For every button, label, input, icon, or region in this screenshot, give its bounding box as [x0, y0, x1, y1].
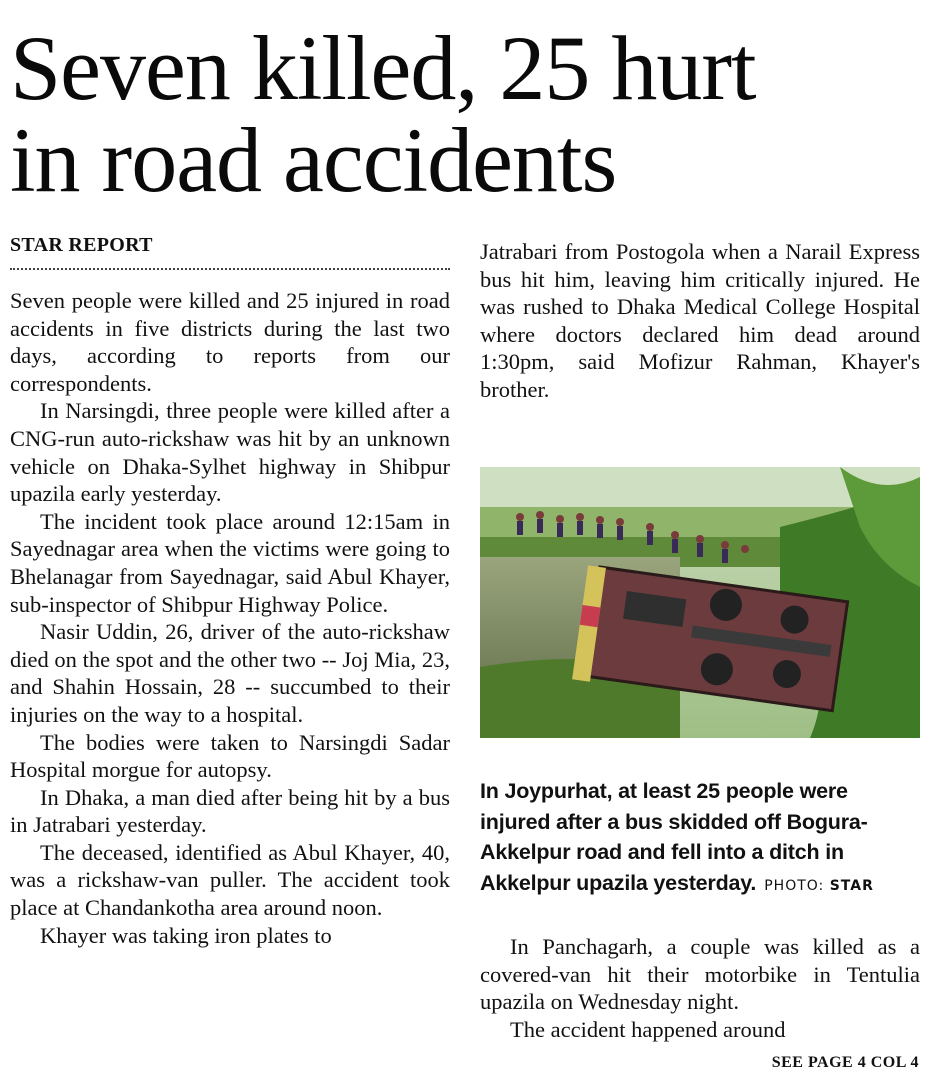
- paragraph: Jatrabari from Postogola when a Narail Express bus hit him, leaving him critically injured. He was rushed to Dhaka Medical College Hospital where doctors declared him dead around 1:30pm, said Mofizur Rahman, Khayer's brother.: [480, 239, 920, 402]
- paragraph: In Narsingdi, three people were killed after a CNG-run auto-rickshaw was hit by an unknown vehicle on Dhaka-Sylhet highway in Shibpur upazila early yesterday.: [10, 398, 450, 507]
- article-column-right-bottom: [480, 933, 920, 1043]
- paragraph: In Panchagarh, a couple was killed as a covered-van hit their motorbike in Tentulia upazila on Wednesday night.: [480, 934, 920, 1015]
- headline: [10, 17, 920, 211]
- paragraph: Nasir Uddin, 26, driver of the auto-rickshaw died on the spot and the other two -- Joj Mia, 23, and Shahin Hossain, 28 -- succumbed to their injuries on the way to a hospital.: [10, 619, 450, 727]
- photo-credit: [764, 878, 874, 894]
- photo-credit-prefix: PHOTO:: [764, 877, 825, 894]
- paragraph: The accident happened around: [510, 1016, 786, 1042]
- byline: STAR REPORT: [10, 234, 153, 256]
- paragraph: Khayer was taking iron plates to: [40, 922, 332, 948]
- paragraph: In Dhaka, a man died after being hit by a bus in Jatrabari yesterday.: [10, 784, 450, 838]
- headline-line-2: in road accidents: [10, 109, 617, 211]
- continuation-jump-line[interactable]: SEE PAGE 4 COL 4: [771, 1054, 919, 1071]
- photo-credit-name: STAR: [829, 877, 874, 894]
- byline-divider: [10, 268, 450, 270]
- headline-line-1: Seven killed, 25 hurt: [10, 17, 756, 119]
- article-column-left: [10, 287, 450, 949]
- overturned-bus-photo: [480, 467, 920, 738]
- caption-text: In Joypurhat, at least 25 people were injured after a bus skidded off Bogura-Akkelpur road and fell into a ditch in Akkelpur upazila yesterday.: [480, 779, 868, 895]
- paragraph: The bodies were taken to Narsingdi Sadar Hospital morgue for autopsy.: [10, 729, 450, 783]
- paragraph: The incident took place around 12:15am in Sayednagar area when the victims were going to Bhelanagar from Sayednagar, said Abul Khayer, sub-inspector of Shibpur Highway Police.: [10, 508, 450, 617]
- paragraph: Seven people were killed and 25 injured in road accidents in five districts during the last two days, according to reports from our correspondents.: [10, 288, 450, 396]
- photo-caption: [480, 776, 920, 901]
- article-column-right-top: [480, 238, 920, 404]
- paragraph: The deceased, identified as Abul Khayer, 40, was a rickshaw-van puller. The accident took place at Chandankotha area around noon.: [10, 839, 450, 921]
- news-photo: [480, 467, 920, 738]
